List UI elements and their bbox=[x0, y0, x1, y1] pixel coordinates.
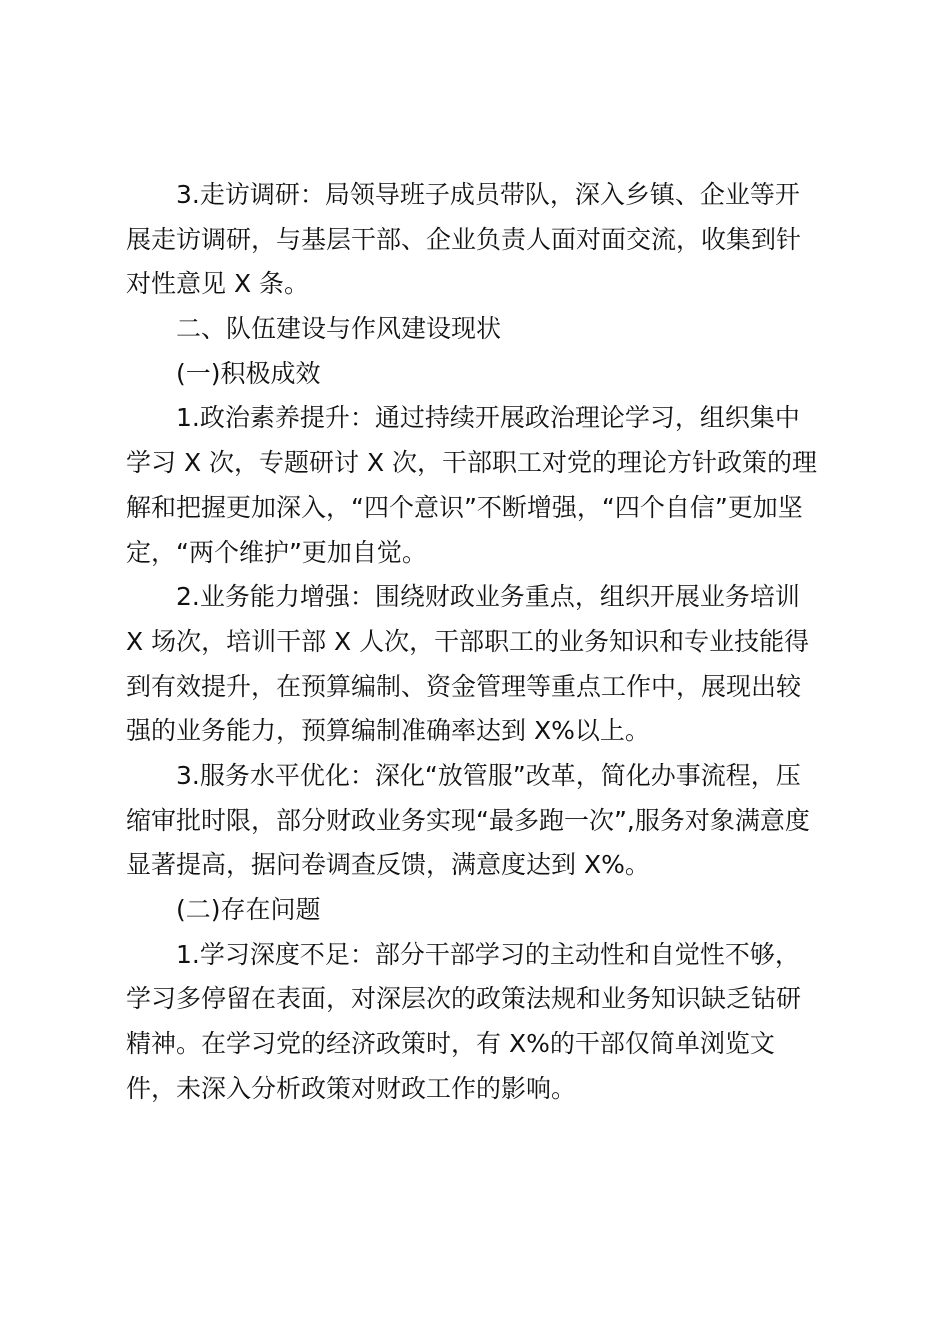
text-line: 3.服务水平优化：深化“放管服”改革，简化办事流程，压 bbox=[176, 760, 801, 790]
subsection-heading: (一)积极成效 bbox=[176, 358, 321, 388]
text-line: 学习 X 次，专题研讨 X 次，干部职工对党的理论方针政策的理 bbox=[126, 448, 818, 478]
text-line: X 场次，培训干部 X 人次，干部职工的业务知识和专业技能得 bbox=[126, 626, 810, 656]
document-body bbox=[126, 173, 826, 1111]
text-line: 2.业务能力增强：围绕财政业务重点，组织开展业务培训 bbox=[176, 582, 800, 612]
text-line: 1.学习深度不足：部分干部学习的主动性和自觉性不够， bbox=[176, 939, 800, 969]
text-line: 精神。在学习党的经济政策时，有 X%的干部仅简单浏览文 bbox=[126, 1029, 775, 1059]
text-line: 解和把握更加深入，“四个意识”不断增强，“四个自信”更加坚 bbox=[126, 492, 803, 522]
text-line: 定，“两个维护”更加自觉。 bbox=[126, 537, 427, 567]
text-line: 显著提高，据问卷调查反馈，满意度达到 X%。 bbox=[126, 850, 650, 880]
text-line: 对性意见 X 条。 bbox=[126, 269, 310, 299]
section-heading: 二、队伍建设与作风建设现状 bbox=[176, 314, 502, 344]
text-line: 强的业务能力，预算编制准确率达到 X%以上。 bbox=[126, 716, 650, 746]
text-line: 件，未深入分析政策对财政工作的影响。 bbox=[126, 1073, 577, 1103]
text-line: 缩审批时限，部分财政业务实现“最多跑一次”,服务对象满意度 bbox=[126, 805, 810, 835]
text-line: 展走访调研，与基层干部、企业负责人面对面交流，收集到针 bbox=[126, 224, 802, 254]
text-line: 1.政治素养提升：通过持续开展政治理论学习，组织集中 bbox=[176, 403, 800, 433]
text-line: 到有效提升，在预算编制、资金管理等重点工作中，展现出较 bbox=[126, 671, 802, 701]
text-line: 学习多停留在表面，对深层次的政策法规和业务知识缺乏钻研 bbox=[126, 984, 802, 1014]
subsection-heading: (二)存在问题 bbox=[176, 895, 321, 924]
text-line: 3.走访调研：局领导班子成员带队，深入乡镇、企业等开 bbox=[176, 180, 800, 209]
